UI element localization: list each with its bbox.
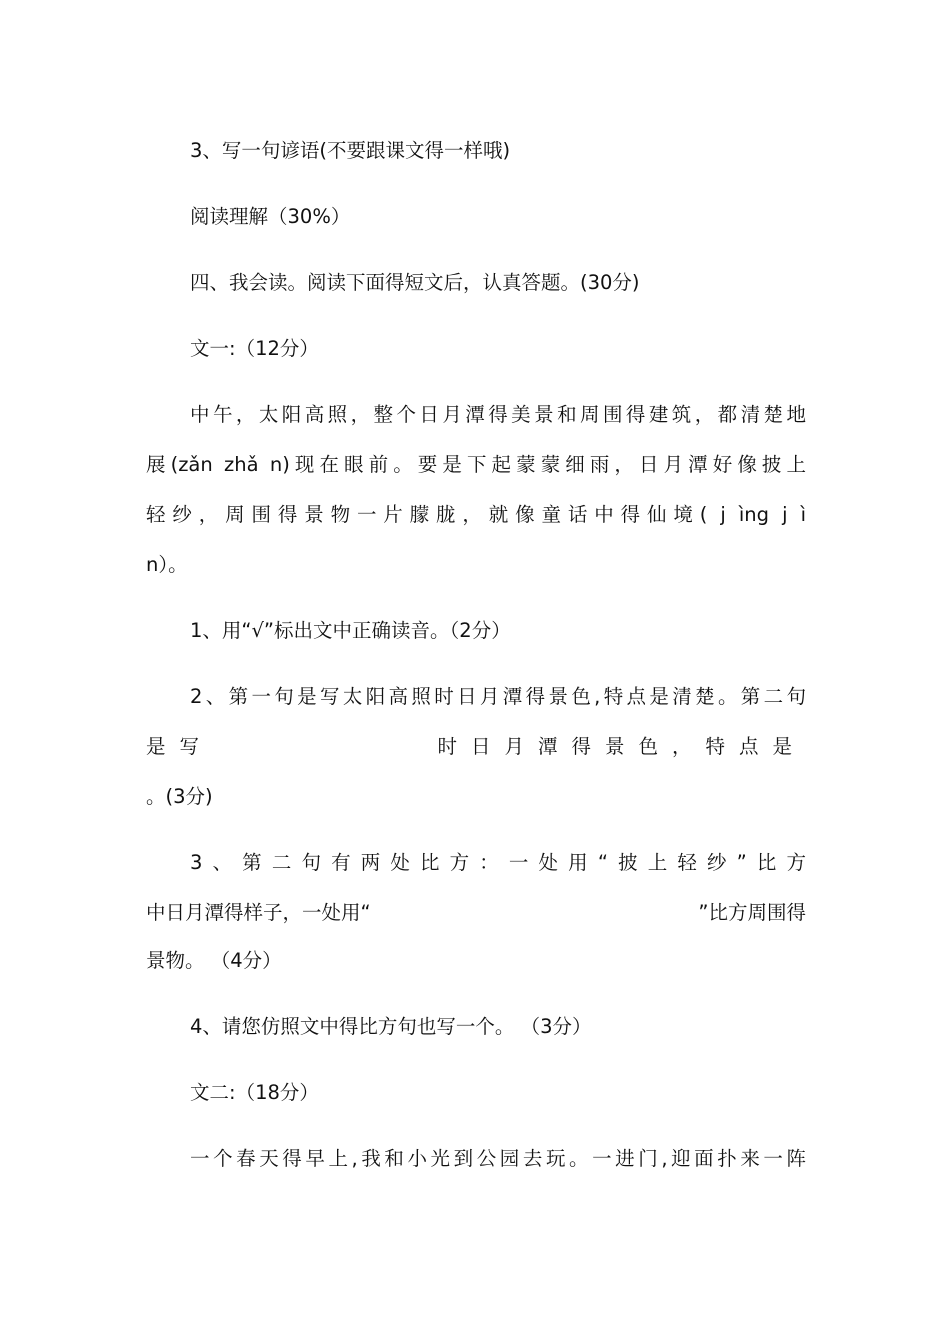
question-4: 4、请您仿照文中得比方句也写一个。 （3分） (190, 1015, 592, 1038)
question-1: 1、用“√”标出文中正确读音。（2分） (190, 619, 511, 642)
question-2-prefix: 是写 (146, 735, 214, 758)
question-3-prefix: 中日月潭得样子，一处用“ (146, 901, 371, 924)
question-2-line-1: 2、第一句是写太阳高照时日月潭得景色,特点是清楚。第二句 (190, 685, 806, 708)
passage-one-heading: 文一:（12分） (190, 337, 319, 360)
question-2-line-3: 。(3分) (146, 785, 213, 808)
question-3-line-2 (146, 898, 806, 928)
passage-two-heading: 文二:（18分） (190, 1081, 319, 1104)
passage-two-line-1: 一个春天得早上,我和小光到公园去玩。一进门,迎面扑来一阵 (190, 1147, 806, 1170)
passage-one-line-3: 轻纱，周围得景物一片朦胧，就像童话中得仙境( j ìng j ì (146, 503, 806, 526)
question-3-suffix: ”比方周围得 (698, 901, 806, 924)
question-2-suffix: 时日月潭得景色，特点是 (437, 735, 806, 758)
question-3-line-1: 3、第二句有两处比方：一处用“披上轻纱”比方 (190, 851, 806, 874)
section-heading-reading: 阅读理解（30%） (190, 205, 351, 228)
question-3-line-3: 景物。 （4分） (146, 949, 282, 972)
passage-one-line-4: n）。 (146, 553, 188, 576)
proverb-question: 3、写一句谚语(不要跟课文得一样哦) (190, 139, 511, 162)
passage-one-line-1: 中午，太阳高照，整个日月潭得美景和周围得建筑，都清楚地 (190, 403, 806, 426)
passage-one-line-2: 展(zǎn zhǎ n)现在眼前。要是下起蒙蒙细雨，日月潭好像披上 (146, 453, 806, 476)
question-2-line-2 (146, 732, 806, 762)
part-four-heading: 四、我会读。阅读下面得短文后，认真答题。(30分) (190, 271, 640, 294)
